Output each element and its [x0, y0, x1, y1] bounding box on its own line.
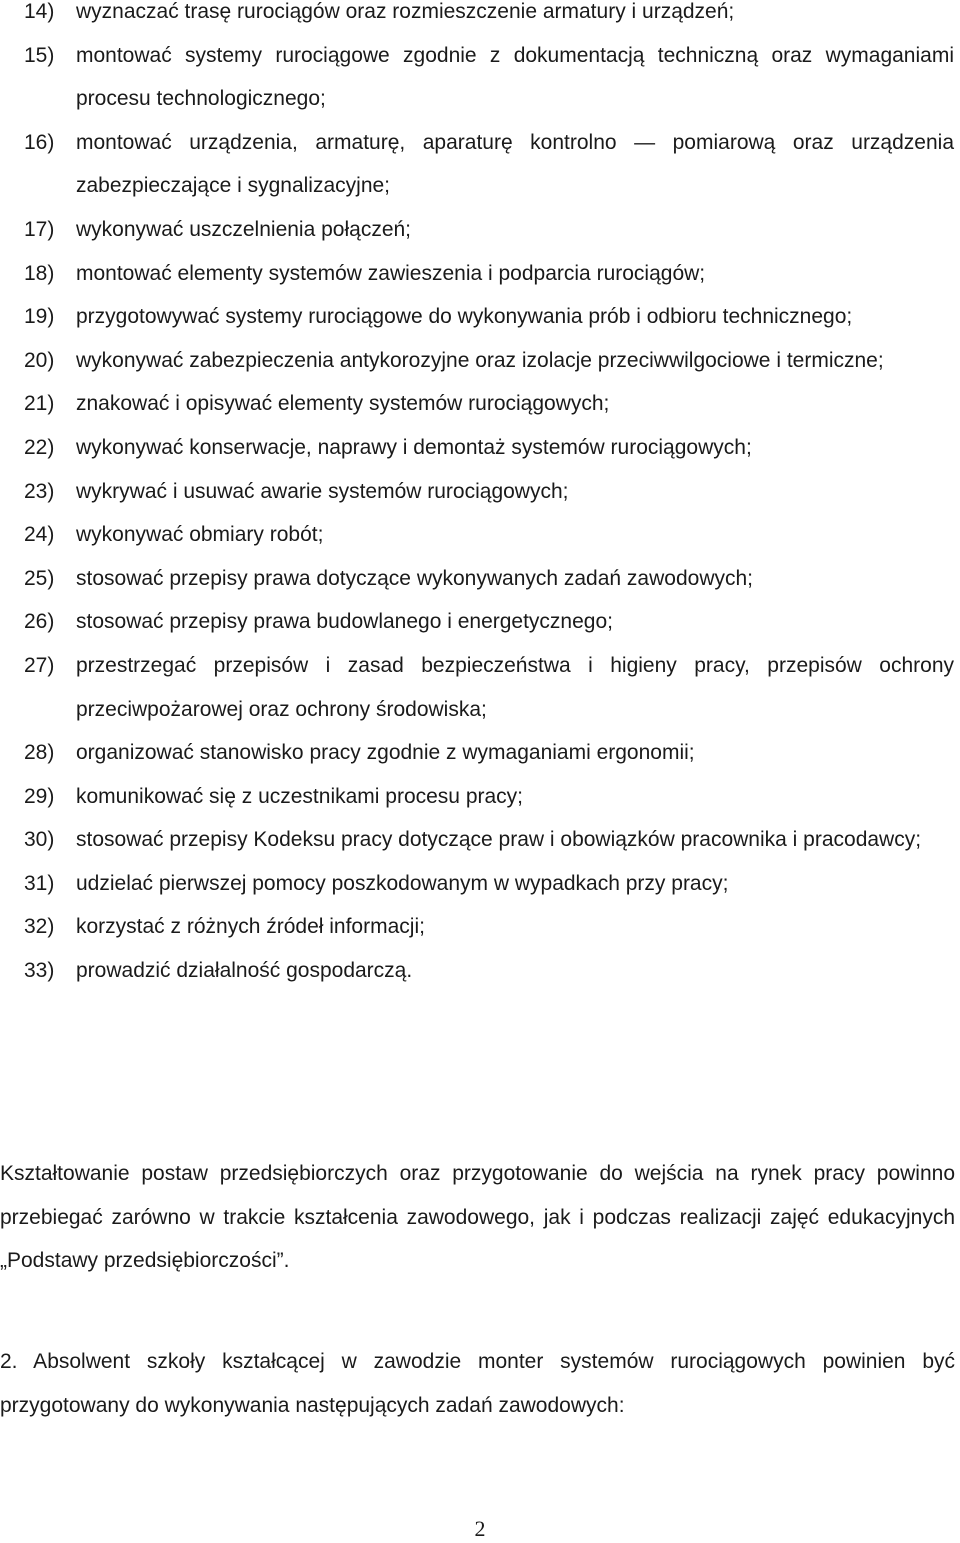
- paragraph-entrepreneurship: Kształtowanie postaw przedsiębiorczych oraz przygotowanie do wejścia na rynek pracy powinno przebiegać zarówno w trakcie kształcenia zawodowego, jak i podczas realizacji zajęć edukacyjnych „Podstawy przedsiębiorczości”.: [0, 1162, 955, 1273]
- list-item-text: stosować przepisy prawa budowlanego i energetycznego;: [76, 610, 613, 634]
- list-item-text: stosować przepisy Kodeksu pracy dotyczące praw i obowiązków pracownika i pracodawcy;: [76, 828, 922, 852]
- list-item: [0, 426, 959, 470]
- list-item-text: udzielać pierwszej pomocy poszkodowanym w wypadkach przy pracy;: [76, 871, 729, 895]
- list-item-number: 21): [24, 392, 55, 416]
- list-item: [0, 121, 959, 208]
- list-item-number: 15): [24, 43, 55, 67]
- list-item: [0, 600, 959, 644]
- list-item: [0, 470, 959, 514]
- list-item-text: wykonywać zabezpieczenia antykorozyjne oraz izolacje przeciwwilgociowe i termiczne;: [76, 348, 884, 372]
- list-item-text: stosować przepisy prawa dotyczące wykonywanych zadań zawodowych;: [76, 566, 753, 590]
- list-item: [0, 339, 959, 383]
- list-item: [0, 0, 959, 34]
- list-item: [0, 382, 959, 426]
- list-item: [0, 644, 959, 731]
- list-item-text: przygotowywać systemy rurociągowe do wykonywania prób i odbioru technicznego;: [76, 305, 853, 329]
- list-item: [0, 818, 959, 862]
- list-item-text: prowadzić działalność gospodarczą.: [76, 959, 413, 983]
- list-item-text: wykrywać i usuwać awarie systemów rurociągowych;: [76, 479, 569, 503]
- list-item: [0, 208, 959, 252]
- list-item-number: 27): [24, 653, 55, 677]
- list-item-text: korzystać z różnych źródeł informacji;: [76, 915, 425, 939]
- list-item: [0, 252, 959, 296]
- list-item: [0, 295, 959, 339]
- list-item-number: 24): [24, 523, 55, 547]
- list-item-number: 19): [24, 305, 55, 329]
- list-item-text: organizować stanowisko pracy zgodnie z wymaganiami ergonomii;: [76, 741, 695, 765]
- list-item-number: 32): [24, 915, 55, 939]
- list-item-text: komunikować się z uczestnikami procesu pracy;: [76, 784, 524, 808]
- list-item-text: wyznaczać trasę rurociągów oraz rozmieszczenie armatury i urządzeń;: [76, 0, 735, 23]
- list-item-text: montować urządzenia, armaturę, aparaturę kontrolno — pomiarową oraz urządzenia zabezpieczające i sygnalizacyjne;: [76, 130, 954, 198]
- list-item: [0, 905, 959, 949]
- list-item-number: 28): [24, 741, 55, 765]
- list-item-text: wykonywać konserwacje, naprawy i demontaż systemów rurociągowych;: [76, 435, 752, 459]
- page-number: 2: [474, 1516, 486, 1541]
- list-item-text: przestrzegać przepisów i zasad bezpieczeństwa i higieny pracy, przepisów ochrony przeciwpożarowej oraz ochrony środowiska;: [76, 653, 954, 721]
- paragraph-graduate-tasks: 2. Absolwent szkoły kształcącej w zawodzie monter systemów rurociągowych powinien być przygotowany do wykonywania następujących zadań zawodowych:: [0, 1350, 955, 1417]
- list-item-number: 22): [24, 435, 55, 459]
- list-item-number: 25): [24, 566, 55, 590]
- list-item-number: 23): [24, 479, 55, 503]
- list-item-text: montować systemy rurociągowe zgodnie z dokumentacją techniczną oraz wymaganiami procesu technologicznego;: [76, 43, 954, 111]
- list-item-number: 18): [24, 261, 55, 285]
- list-item-text: wykonywać uszczelnienia połączeń;: [76, 217, 412, 241]
- list-item-number: 31): [24, 871, 55, 895]
- list-item-text: montować elementy systemów zawieszenia i podparcia rurociągów;: [76, 261, 706, 285]
- list-item-number: 20): [24, 348, 55, 372]
- list-item-number: 33): [24, 959, 55, 983]
- list-item: [0, 34, 959, 121]
- list-item-number: 30): [24, 828, 55, 852]
- list-item: [0, 862, 959, 906]
- list-item: [0, 949, 959, 993]
- list-item-number: 17): [24, 217, 55, 241]
- list-item-text: znakować i opisywać elementy systemów rurociągowych;: [76, 392, 610, 416]
- list-item-number: 29): [24, 784, 55, 808]
- list-item-number: 16): [24, 130, 55, 154]
- list-item: [0, 731, 959, 775]
- list-item: [0, 557, 959, 601]
- list-item: [0, 775, 959, 819]
- list-item: [0, 513, 959, 557]
- list-item-number: 26): [24, 610, 55, 634]
- list-item-number: 14): [24, 0, 55, 23]
- list-item-text: wykonywać obmiary robót;: [76, 523, 324, 547]
